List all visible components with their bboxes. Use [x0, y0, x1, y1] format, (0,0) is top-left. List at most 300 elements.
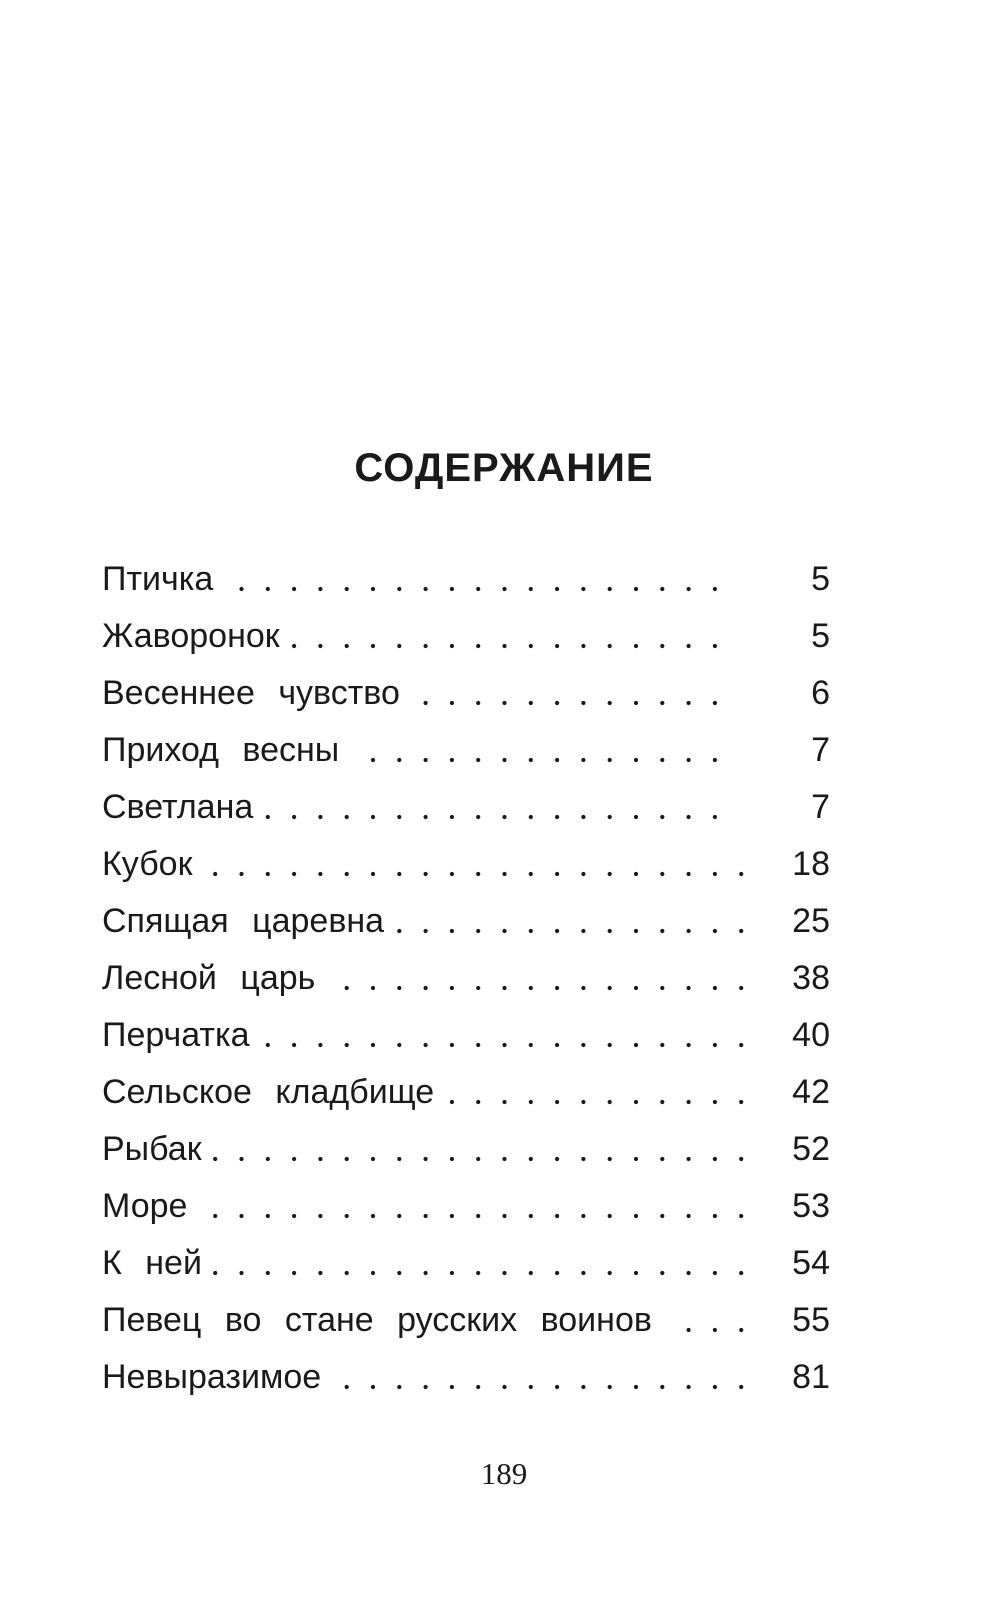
toc-entry-title: Светлана	[102, 788, 254, 826]
leader-dot	[397, 1214, 401, 1218]
leader-dot	[502, 1385, 506, 1389]
leader-dot	[660, 587, 664, 591]
leader-dot	[660, 1214, 664, 1218]
leader-dot	[292, 1271, 296, 1275]
leader-dot	[450, 701, 454, 705]
leader-dot	[424, 1214, 428, 1218]
toc-entry-title: Спящая царевна	[102, 902, 385, 940]
leader-dot	[634, 701, 638, 705]
leader-dot	[450, 644, 454, 648]
leader-dot	[555, 1157, 559, 1161]
leader-dot	[502, 1043, 506, 1047]
leader-dot	[476, 1043, 480, 1047]
leader-dot	[450, 1385, 454, 1389]
leader-dot	[660, 1043, 664, 1047]
toc-entry-page: 18	[792, 845, 830, 883]
toc-entry-page: 6	[811, 674, 830, 712]
leader-dot	[608, 1157, 612, 1161]
leader-dot	[397, 1271, 401, 1275]
toc-entry-title: Приход весны	[102, 731, 340, 769]
leader-dot	[292, 587, 296, 591]
leader-dot	[424, 1385, 428, 1389]
leader-dot	[213, 1271, 217, 1275]
leader-dot	[608, 587, 612, 591]
leader-dot	[502, 815, 506, 819]
leader-dot	[713, 644, 717, 648]
leader-dot	[318, 1214, 322, 1218]
leader-dot	[239, 1157, 243, 1161]
leader-dot	[266, 1214, 270, 1218]
leader-dot	[371, 1271, 375, 1275]
leader-dot	[476, 1214, 480, 1218]
leader-dot	[371, 1385, 375, 1389]
leader-dot	[397, 644, 401, 648]
leader-dot	[713, 986, 717, 990]
leader-dot	[713, 1043, 717, 1047]
leader-dot	[345, 587, 349, 591]
toc-entry	[102, 1132, 830, 1189]
toc-entry-page: 5	[811, 560, 830, 598]
leader-dot	[266, 1157, 270, 1161]
toc-entry	[102, 619, 830, 676]
leader-dot	[529, 872, 533, 876]
leader-dot	[529, 758, 533, 762]
leader-dot	[660, 815, 664, 819]
leader-dot	[555, 644, 559, 648]
leader-dot	[608, 1214, 612, 1218]
toc-dot-leader	[102, 904, 830, 944]
toc-entry-title: Перчатка	[102, 1016, 250, 1054]
leader-dot	[529, 986, 533, 990]
toc-entry	[102, 904, 830, 961]
leader-dot	[555, 986, 559, 990]
toc-dot-leader	[102, 1075, 830, 1115]
leader-dot	[660, 644, 664, 648]
leader-dot	[345, 644, 349, 648]
leader-dot	[739, 1271, 743, 1275]
toc-entry-title: Кубок	[102, 845, 193, 883]
page-number: 189	[480, 1456, 528, 1491]
leader-dot	[476, 1157, 480, 1161]
leader-dot	[634, 1271, 638, 1275]
leader-dot	[529, 1043, 533, 1047]
leader-dot	[555, 1385, 559, 1389]
leader-dot	[424, 929, 428, 933]
page-title: СОДЕРЖАНИЕ	[354, 446, 654, 490]
leader-dot	[476, 1100, 480, 1104]
leader-dot	[660, 872, 664, 876]
leader-dot	[318, 872, 322, 876]
leader-dot	[739, 1214, 743, 1218]
table-of-contents	[102, 562, 830, 1417]
leader-dot	[371, 815, 375, 819]
leader-dot	[292, 1043, 296, 1047]
leader-dot	[502, 929, 506, 933]
leader-dot	[345, 1157, 349, 1161]
toc-entry-page: 52	[792, 1130, 830, 1168]
toc-entry-page: 38	[792, 959, 830, 997]
toc-entry	[102, 790, 830, 847]
leader-dot	[608, 1100, 612, 1104]
leader-dot	[345, 1271, 349, 1275]
leader-dot	[345, 986, 349, 990]
leader-dot	[687, 1043, 691, 1047]
leader-dot	[555, 1100, 559, 1104]
leader-dot	[529, 1214, 533, 1218]
leader-dot	[581, 1100, 585, 1104]
leader-dot	[345, 1043, 349, 1047]
toc-entry-title: Певец во стане русских воинов	[102, 1301, 652, 1339]
leader-dot	[581, 1271, 585, 1275]
leader-dot	[555, 701, 559, 705]
leader-dot	[318, 1271, 322, 1275]
leader-dot	[502, 872, 506, 876]
leader-dot	[266, 1271, 270, 1275]
leader-dot	[450, 815, 454, 819]
leader-dot	[371, 872, 375, 876]
leader-dot	[450, 986, 454, 990]
leader-dot	[529, 1100, 533, 1104]
leader-dot	[660, 1100, 664, 1104]
toc-entry	[102, 961, 830, 1018]
leader-dot	[581, 758, 585, 762]
leader-dot	[739, 986, 743, 990]
leader-dot	[634, 815, 638, 819]
leader-dot	[687, 587, 691, 591]
leader-dot	[424, 815, 428, 819]
leader-dot	[424, 1271, 428, 1275]
toc-entry	[102, 1360, 830, 1417]
leader-dot	[608, 872, 612, 876]
leader-dot	[608, 1385, 612, 1389]
leader-dot	[634, 758, 638, 762]
leader-dot	[713, 815, 717, 819]
leader-dot	[529, 815, 533, 819]
leader-dot	[476, 1385, 480, 1389]
leader-dot	[581, 815, 585, 819]
leader-dot	[371, 1214, 375, 1218]
leader-dot	[292, 1157, 296, 1161]
leader-dot	[687, 1157, 691, 1161]
leader-dot	[555, 1214, 559, 1218]
toc-entry-title: Сельское кладбище	[102, 1073, 435, 1111]
leader-dot	[555, 872, 559, 876]
toc-dot-leader	[102, 619, 830, 659]
leader-dot	[687, 986, 691, 990]
leader-dot	[424, 644, 428, 648]
leader-dot	[397, 1043, 401, 1047]
leader-dot	[581, 1385, 585, 1389]
toc-entry-page: 5	[811, 617, 830, 655]
toc-entry	[102, 1075, 830, 1132]
leader-dot	[634, 929, 638, 933]
leader-dot	[239, 587, 243, 591]
leader-dot	[502, 587, 506, 591]
leader-dot	[608, 758, 612, 762]
leader-dot	[266, 815, 270, 819]
leader-dot	[450, 587, 454, 591]
leader-dot	[713, 1157, 717, 1161]
leader-dot	[687, 1214, 691, 1218]
leader-dot	[292, 1214, 296, 1218]
leader-dot	[608, 1043, 612, 1047]
leader-dot	[634, 1043, 638, 1047]
leader-dot	[424, 872, 428, 876]
leader-dot	[660, 1157, 664, 1161]
leader-dot	[555, 929, 559, 933]
leader-dot	[371, 986, 375, 990]
leader-dot	[266, 1043, 270, 1047]
toc-dot-leader	[102, 1246, 830, 1286]
leader-dot	[318, 587, 322, 591]
leader-dot	[713, 929, 717, 933]
leader-dot	[555, 1043, 559, 1047]
leader-dot	[397, 872, 401, 876]
leader-dot	[555, 1271, 559, 1275]
leader-dot	[529, 587, 533, 591]
leader-dot	[687, 872, 691, 876]
leader-dot	[502, 1100, 506, 1104]
leader-dot	[634, 872, 638, 876]
toc-entry	[102, 1246, 830, 1303]
leader-dot	[371, 644, 375, 648]
toc-dot-leader	[102, 790, 830, 830]
leader-dot	[660, 701, 664, 705]
toc-dot-leader	[102, 1018, 830, 1058]
leader-dot	[634, 1157, 638, 1161]
leader-dot	[213, 872, 217, 876]
leader-dot	[687, 1100, 691, 1104]
leader-dot	[713, 587, 717, 591]
toc-entry-page: 55	[792, 1301, 830, 1339]
leader-dot	[502, 986, 506, 990]
leader-dot	[476, 644, 480, 648]
leader-dot	[713, 1100, 717, 1104]
leader-dot	[634, 1385, 638, 1389]
leader-dot	[687, 701, 691, 705]
toc-entry-page: 25	[792, 902, 830, 940]
leader-dot	[450, 758, 454, 762]
leader-dot	[687, 815, 691, 819]
leader-dot	[739, 1385, 743, 1389]
leader-dot	[713, 701, 717, 705]
leader-dot	[397, 1385, 401, 1389]
leader-dot	[555, 758, 559, 762]
leader-dot	[450, 1100, 454, 1104]
leader-dot	[476, 1271, 480, 1275]
leader-dot	[529, 1271, 533, 1275]
leader-dot	[266, 587, 270, 591]
leader-dot	[502, 644, 506, 648]
toc-dot-leader	[102, 733, 830, 773]
leader-dot	[687, 758, 691, 762]
toc-entry-title: Рыбак	[102, 1130, 202, 1168]
toc-entry-title: Невыразимое	[102, 1358, 322, 1396]
leader-dot	[397, 587, 401, 591]
toc-entry	[102, 847, 830, 904]
toc-dot-leader	[102, 1303, 830, 1343]
leader-dot	[502, 1271, 506, 1275]
leader-dot	[424, 758, 428, 762]
leader-dot	[581, 986, 585, 990]
toc-entry-page: 53	[792, 1187, 830, 1225]
leader-dot	[687, 929, 691, 933]
toc-entry-title: К ней	[102, 1244, 202, 1282]
toc-dot-leader	[102, 1360, 830, 1400]
leader-dot	[739, 929, 743, 933]
toc-dot-leader	[102, 1189, 830, 1229]
leader-dot	[581, 701, 585, 705]
leader-dot	[608, 815, 612, 819]
leader-dot	[345, 1385, 349, 1389]
leader-dot	[371, 1043, 375, 1047]
leader-dot	[476, 872, 480, 876]
leader-dot	[581, 1157, 585, 1161]
leader-dot	[608, 701, 612, 705]
leader-dot	[450, 872, 454, 876]
toc-entry-page: 42	[792, 1073, 830, 1111]
toc-entry-page: 40	[792, 1016, 830, 1054]
leader-dot	[266, 872, 270, 876]
leader-dot	[424, 1043, 428, 1047]
toc-entry-title: Жаворонок	[102, 617, 280, 655]
leader-dot	[424, 1157, 428, 1161]
leader-dot	[713, 758, 717, 762]
leader-dot	[424, 701, 428, 705]
leader-dot	[739, 872, 743, 876]
leader-dot	[660, 758, 664, 762]
toc-entry	[102, 562, 830, 619]
toc-entry-title: Лесной царь	[102, 959, 316, 997]
leader-dot	[397, 815, 401, 819]
toc-entry-title: Весеннее чувство	[102, 674, 400, 712]
toc-entry-page: 81	[792, 1358, 830, 1396]
leader-dot	[739, 1157, 743, 1161]
toc-entry-page: 7	[811, 731, 830, 769]
toc-dot-leader	[102, 562, 830, 602]
leader-dot	[660, 1385, 664, 1389]
leader-dot	[687, 644, 691, 648]
leader-dot	[318, 815, 322, 819]
leader-dot	[476, 815, 480, 819]
leader-dot	[713, 1271, 717, 1275]
leader-dot	[292, 644, 296, 648]
leader-dot	[213, 1214, 217, 1218]
leader-dot	[713, 1385, 717, 1389]
leader-dot	[239, 1214, 243, 1218]
leader-dot	[581, 929, 585, 933]
leader-dot	[608, 1271, 612, 1275]
leader-dot	[634, 587, 638, 591]
leader-dot	[450, 1214, 454, 1218]
leader-dot	[476, 758, 480, 762]
leader-dot	[581, 1214, 585, 1218]
leader-dot	[634, 986, 638, 990]
leader-dot	[739, 1043, 743, 1047]
leader-dot	[371, 758, 375, 762]
leader-dot	[713, 1214, 717, 1218]
leader-dot	[687, 1328, 691, 1332]
leader-dot	[660, 986, 664, 990]
toc-entry	[102, 733, 830, 790]
leader-dot	[239, 1271, 243, 1275]
toc-entry	[102, 676, 830, 733]
leader-dot	[555, 587, 559, 591]
leader-dot	[713, 1328, 717, 1332]
leader-dot	[529, 1385, 533, 1389]
toc-entry-title: Море	[102, 1187, 188, 1225]
toc-dot-leader	[102, 961, 830, 1001]
leader-dot	[529, 701, 533, 705]
leader-dot	[318, 644, 322, 648]
toc-entry	[102, 1018, 830, 1075]
toc-entry-page: 54	[792, 1244, 830, 1282]
leader-dot	[397, 1157, 401, 1161]
leader-dot	[739, 1328, 743, 1332]
leader-dot	[397, 758, 401, 762]
leader-dot	[687, 1385, 691, 1389]
leader-dot	[213, 1157, 217, 1161]
leader-dot	[555, 815, 559, 819]
leader-dot	[634, 644, 638, 648]
leader-dot	[739, 1100, 743, 1104]
leader-dot	[634, 1214, 638, 1218]
leader-dot	[476, 929, 480, 933]
leader-dot	[318, 1157, 322, 1161]
leader-dot	[687, 1271, 691, 1275]
leader-dot	[345, 872, 349, 876]
leader-dot	[529, 644, 533, 648]
leader-dot	[502, 701, 506, 705]
leader-dot	[581, 1043, 585, 1047]
toc-dot-leader	[102, 847, 830, 887]
leader-dot	[450, 1157, 454, 1161]
leader-dot	[345, 815, 349, 819]
leader-dot	[450, 1043, 454, 1047]
toc-entry-page: 7	[811, 788, 830, 826]
leader-dot	[239, 872, 243, 876]
leader-dot	[502, 758, 506, 762]
leader-dot	[424, 587, 428, 591]
leader-dot	[345, 1214, 349, 1218]
leader-dot	[529, 929, 533, 933]
leader-dot	[450, 929, 454, 933]
leader-dot	[608, 986, 612, 990]
leader-dot	[424, 986, 428, 990]
leader-dot	[529, 1157, 533, 1161]
toc-dot-leader	[102, 676, 830, 716]
leader-dot	[318, 1043, 322, 1047]
leader-dot	[608, 929, 612, 933]
leader-dot	[397, 929, 401, 933]
leader-dot	[660, 1271, 664, 1275]
leader-dot	[502, 1214, 506, 1218]
leader-dot	[476, 701, 480, 705]
leader-dot	[292, 872, 296, 876]
leader-dot	[292, 815, 296, 819]
leader-dot	[371, 1157, 375, 1161]
leader-dot	[713, 872, 717, 876]
leader-dot	[581, 587, 585, 591]
leader-dot	[371, 587, 375, 591]
toc-dot-leader	[102, 1132, 830, 1172]
toc-entry-title: Птичка	[102, 560, 214, 598]
toc-entry	[102, 1303, 830, 1360]
leader-dot	[450, 1271, 454, 1275]
leader-dot	[608, 644, 612, 648]
leader-dot	[476, 986, 480, 990]
leader-dot	[660, 929, 664, 933]
